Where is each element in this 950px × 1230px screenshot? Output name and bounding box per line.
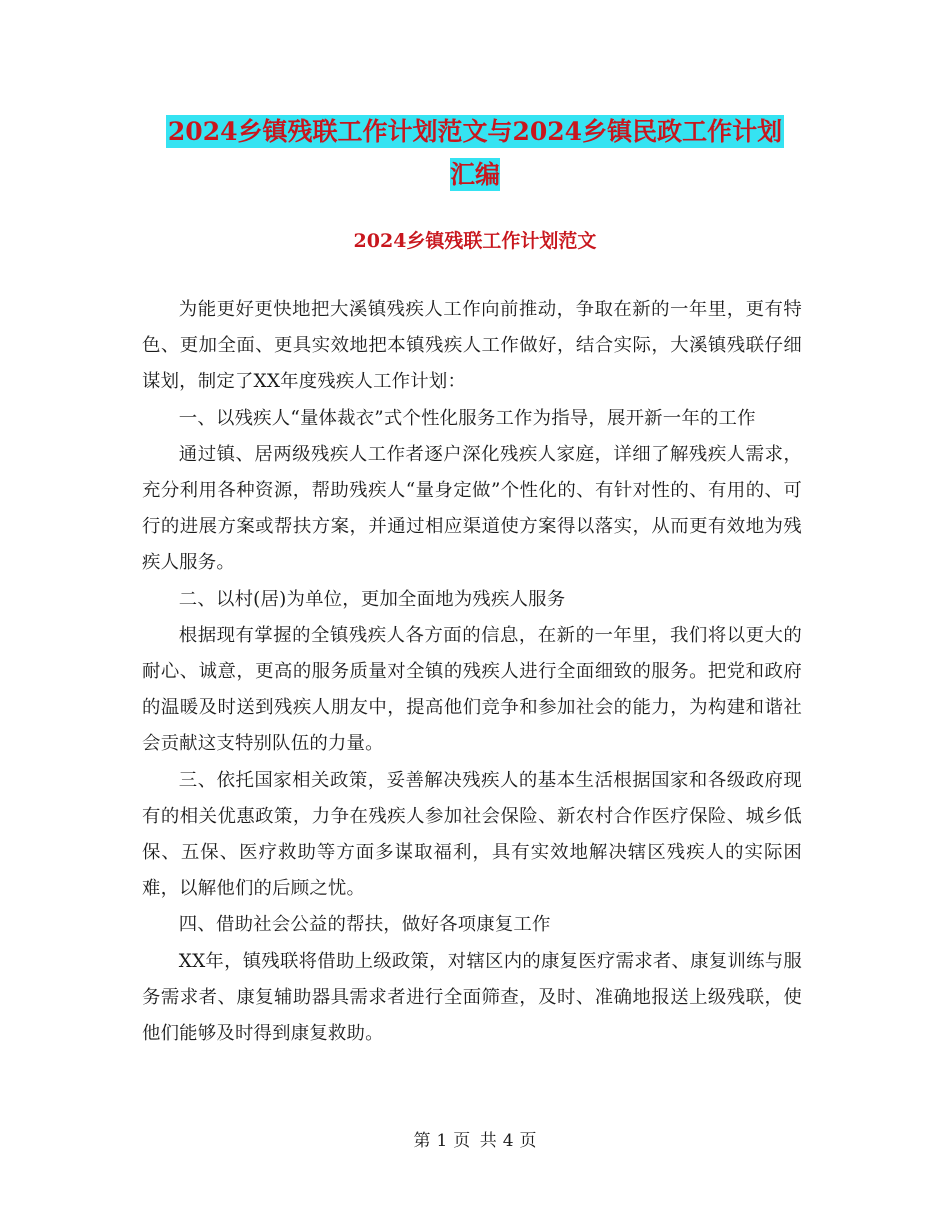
document-title-line1 bbox=[0, 112, 950, 148]
paragraph-heading-2: 二、以村(居)为单位，更加全面地为残疾人服务 bbox=[178, 588, 566, 610]
paragraph-heading-1: 一、以残疾人“量体裁衣”式个性化服务工作为指导，展开新一年的工作 bbox=[178, 407, 756, 429]
page-footer bbox=[0, 1126, 950, 1151]
footer-prefix: 第 bbox=[413, 1131, 431, 1151]
paragraph-heading-4: 四、借助社会公益的帮扶，做好各项康复工作 bbox=[178, 914, 551, 936]
section-subtitle: 2024乡镇残联工作计划范文 bbox=[353, 230, 597, 252]
total-pages: 4 bbox=[502, 1131, 514, 1151]
paragraph-body-2: 根据现有掌握的全镇残疾人各方面的信息，在新的一年里，我们将以更大的耐心、诚意，更高的服务质量对全镇的残疾人进行全面细致的服务。把党和政府的温暖及时送到残疾人朋友中，提高他们竞争和参加社会的能力，为构建和谐社会贡献这支特别队伍的力量。 bbox=[142, 624, 802, 755]
page-number: 1 bbox=[436, 1131, 448, 1151]
paragraph-intro: 为能更好更快地把大溪镇残疾人工作向前推动，争取在新的一年里，更有特色、更加全面、更具实效地把本镇残疾人工作做好，结合实际，大溪镇残联仔细谋划，制定了XX年度残疾人工作计划： bbox=[142, 299, 802, 393]
document-title-line2 bbox=[0, 155, 950, 191]
document-body bbox=[142, 292, 802, 1052]
paragraph-heading-3: 三、依托国家相关政策，妥善解决残疾人的基本生活根据国家和各级政府现有的相关优惠政策，力争在残疾人参加社会保险、新农村合作医疗保险、城乡低保、五保、医疗救助等方面多谋取福利，具有实效地解决辖区残疾人的实际困难，以解他们的后顾之忧。 bbox=[142, 769, 802, 900]
title-highlight: 2024乡镇残联工作计划范文与2024乡镇民政工作计划 bbox=[167, 117, 783, 146]
title-highlight: 汇编 bbox=[449, 160, 500, 189]
footer-suffix: 页 bbox=[519, 1131, 537, 1151]
footer-mid: 页 共 bbox=[453, 1131, 497, 1151]
paragraph-body-4: XX年，镇残联将借助上级政策，对辖区内的康复医疗需求者、康复训练与服务需求者、康复辅助器具需求者进行全面筛查，及时、准确地报送上级残联，使他们能够及时得到康复救助。 bbox=[142, 950, 802, 1045]
paragraph-body-1: 通过镇、居两级残疾人工作者逐户深化残疾人家庭，详细了解残疾人需求，充分利用各种资源，帮助残疾人“量身定做”个性化的、有针对性的、有用的、可行的进展方案或帮扶方案，并通过相应渠道使方案得以落实，从而更有效地为残疾人服务。 bbox=[142, 443, 802, 574]
